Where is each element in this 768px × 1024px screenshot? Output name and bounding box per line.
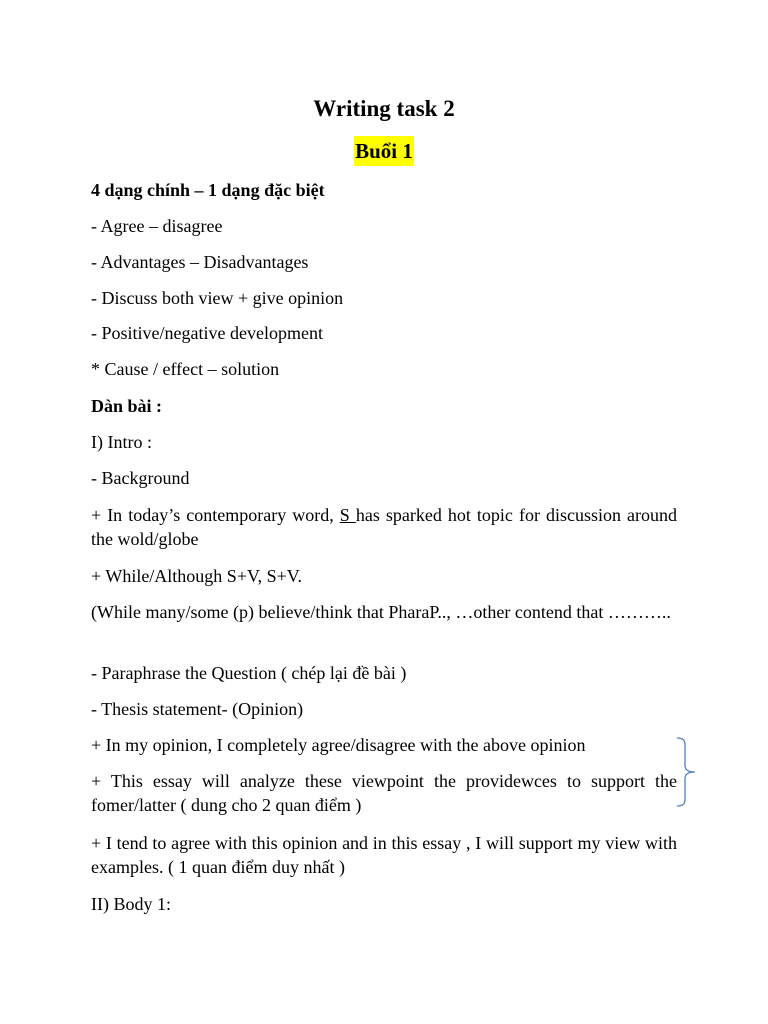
intro-heading: I) Intro :: [91, 432, 152, 452]
type-item-2: - Advantages – Disadvantages: [91, 252, 309, 272]
thesis-option-2: + This essay will analyze these viewpoint the providewces to support the fomer/latter ( dung cho 2 quan điểm ): [91, 771, 677, 815]
type-item-3: - Discuss both view + give opinion: [91, 288, 344, 308]
type-item-4: - Positive/negative development: [91, 323, 323, 343]
outline-heading: Dàn bài :: [91, 396, 163, 416]
bg1-post-text: has sparked hot topic for discussion around the wold/globe: [91, 505, 678, 549]
background-sentence-3: (While many/some (p) believe/think that PharaP.., …other contend that ………..: [91, 602, 671, 622]
background-item: - Background: [91, 468, 190, 488]
body-1-heading: II) Body 1:: [91, 894, 171, 914]
right-brace-annotation: [675, 737, 705, 807]
subtitle-wrapper: [0, 136, 768, 166]
type-item-1: - Agree – disagree: [91, 216, 223, 236]
thesis-option-1: + In my opinion, I completely agree/disagree with the above opinion: [91, 735, 586, 755]
paraphrase-item: - Paraphrase the Question ( chép lại đề bài ): [91, 663, 407, 683]
subject-s-underlined: S: [339, 505, 356, 525]
thesis-option-3: + I tend to agree with this opinion and in this essay , I will support my view with examples. ( 1 quan điểm duy nhất ): [91, 833, 677, 877]
types-heading: 4 dạng chính – 1 dạng đặc biệt: [91, 180, 325, 200]
special-type: * Cause / effect – solution: [91, 359, 280, 379]
session-subtitle: Buổi 1: [354, 136, 414, 166]
page-title: Writing task 2: [313, 96, 455, 121]
bg1-pre-text: + In today’s contemporary word,: [91, 505, 340, 525]
background-sentence-2: + While/Although S+V, S+V.: [91, 566, 302, 586]
background-sentence-1: [91, 503, 677, 551]
thesis-item: - Thesis statement- (Opinion): [91, 699, 304, 719]
